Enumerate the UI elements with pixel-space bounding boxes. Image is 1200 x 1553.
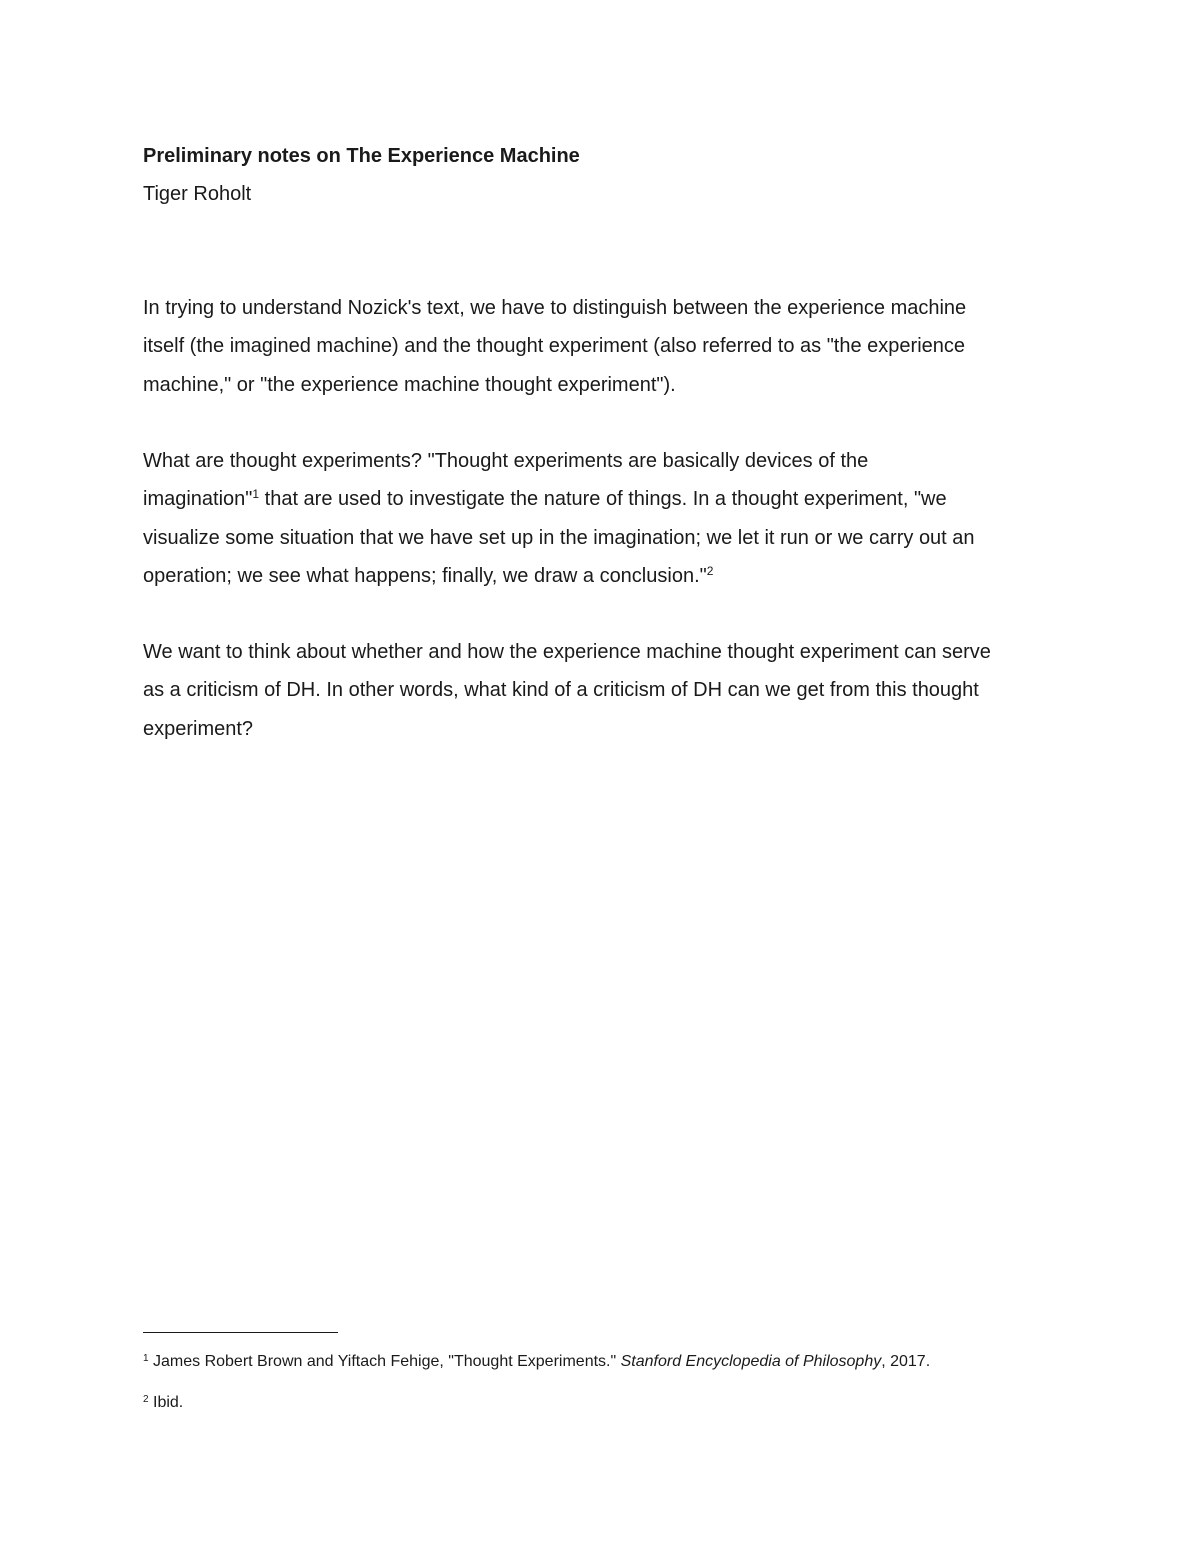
- paragraph-line: as a criticism of DH. In other words, what kind of a criticism of DH can we get from this thought: [143, 679, 979, 702]
- footnote-marker: 1: [143, 1353, 149, 1364]
- author-name: Tiger Roholt: [143, 183, 252, 205]
- footnote-source-title: Stanford Encyclopedia of Philosophy: [620, 1353, 882, 1370]
- paragraph-line: In trying to understand Nozick's text, we have to distinguish between the experience machine: [143, 297, 967, 319]
- paragraph-1: [143, 289, 1068, 404]
- paragraph-line: [143, 480, 1068, 518]
- footnote-marker: 2: [143, 1394, 149, 1405]
- footnote-ref-2[interactable]: 2: [706, 563, 714, 578]
- paragraph-line: itself (the imagined machine) and the thought experiment (also referred to as "the experience: [143, 335, 966, 358]
- paragraph-line: [143, 557, 1068, 595]
- footnote-text: , 2017.: [881, 1353, 931, 1370]
- document-title: Preliminary notes on The Experience Machine: [143, 145, 580, 167]
- paragraph-text: that are used to investigate the nature of things. In a thought experiment, "we: [259, 488, 947, 511]
- paragraph-line: experiment?: [143, 717, 254, 740]
- paragraph-3: [143, 633, 1068, 748]
- paragraph-line: visualize some situation that we have set up in the imagination; we let it run or we carry out an: [143, 526, 975, 549]
- footnote-separator: [143, 1332, 338, 1333]
- paragraph-text: imagination": [143, 488, 253, 511]
- paragraph-line: machine," or "the experience machine thought experiment").: [143, 373, 676, 396]
- paragraph-line: We want to think about whether and how the experience machine thought experiment can serve: [143, 641, 991, 663]
- footnote-2: [143, 1392, 183, 1414]
- footnote-ref-1[interactable]: 1: [252, 487, 260, 502]
- paragraph-text: operation; we see what happens; finally, we draw a conclusion.": [143, 564, 707, 587]
- footnote-1: [143, 1351, 930, 1373]
- paragraph-line: What are thought experiments? "Thought experiments are basically devices of the: [143, 450, 869, 472]
- paragraph-2: [143, 442, 1068, 595]
- footnote-text: Ibid.: [148, 1394, 184, 1411]
- footnote-text: James Robert Brown and Yiftach Fehige, "Thought Experiments.": [148, 1353, 621, 1370]
